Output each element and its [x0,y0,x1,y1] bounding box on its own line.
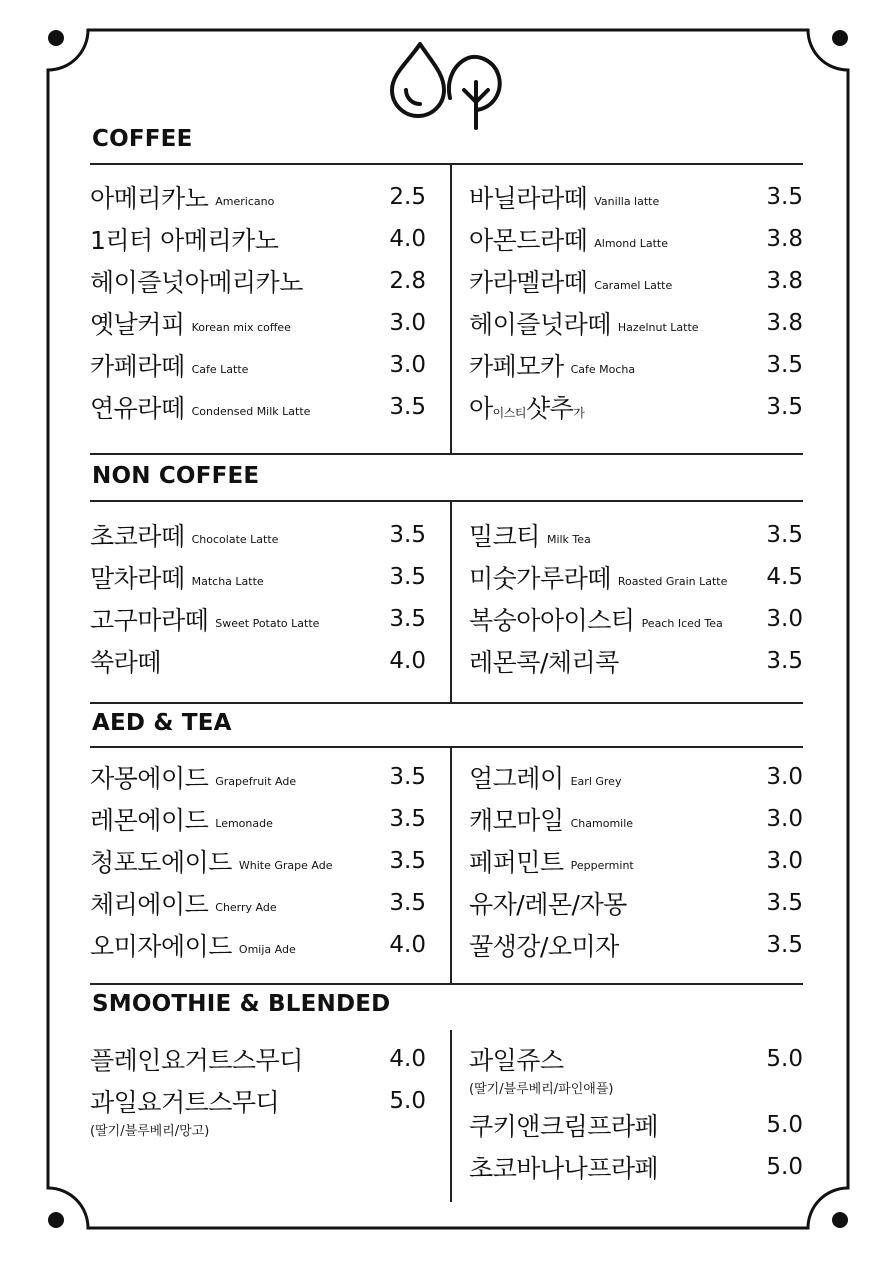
menu-item [469,302,803,344]
menu-item-name: 쿠키앤크림프라페 [469,1112,659,1141]
menu-item-price: 3.5 [766,352,803,378]
menu-item-name: 카페라떼 [90,352,185,381]
menu-item-name: 청포도에이드 [90,848,232,877]
menu-item-price: 3.8 [766,268,803,294]
menu-item-english-name: Korean mix coffee [191,320,291,334]
menu-item-english-name: Sweet Potato Latte [215,616,320,630]
menu-item [469,260,803,302]
corner-dot-bottom-right [832,1212,848,1228]
menu-item-name: 레몬콕/체리콕 [469,648,619,677]
menu-item-english-name: Peach Iced Tea [641,616,723,630]
menu-item-name: 바닐라라떼 [469,184,588,213]
menu-item-english-name: Milk Tea [546,532,591,546]
menu-item [469,598,803,640]
section-header-divider [90,500,803,502]
menu-item-name: 초코바나나프라페 [469,1154,659,1183]
menu-item [90,882,426,924]
menu-item-name: 복숭아아이스티 [469,606,635,635]
menu-item [469,640,803,682]
menu-item-price: 3.5 [389,764,426,790]
menu-item-price: 3.8 [766,310,803,336]
section-header-divider [90,163,803,165]
menu-item [90,344,426,386]
column-divider [450,165,452,453]
menu-item-name: 유자/레몬/자몽 [469,890,627,919]
menu-item-english-name: Grapefruit Ade [215,774,297,788]
menu-item [90,798,426,840]
menu-item-english-name: Chamomile [570,816,634,830]
menu-item-price: 3.0 [389,352,426,378]
section-divider [90,983,803,985]
menu-item-english-name: Condensed Milk Latte [191,404,311,418]
menu-item-name: 고구마라떼 [90,606,209,635]
menu-item-name: 꿀생강/오미자 [469,932,619,961]
menu-item-price: 3.0 [766,848,803,874]
menu-item-name: 레몬에이드 [90,806,209,835]
menu-item [90,598,426,640]
menu-item [469,798,803,840]
menu-item-english-name: Hazelnut Latte [617,320,699,334]
section-divider [90,702,803,704]
column-divider [450,748,452,983]
menu-item-price: 4.0 [389,1046,426,1072]
menu-item-price: 3.5 [766,184,803,210]
menu-item-name: 과일쥬스 [469,1046,564,1075]
section-title: COFFEE [92,126,193,152]
menu-item-price: 3.5 [389,806,426,832]
menu-item [469,756,803,798]
menu-item-name: 캐모마일 [469,806,564,835]
menu-item-name: 헤이즐넛아메리카노 [90,268,303,297]
menu-item [90,556,426,598]
menu-item-name: 카라멜라떼 [469,268,588,297]
menu-item-name: 밀크티 [469,522,540,551]
menu-item-english-name: Cafe Latte [191,362,249,376]
menu-item [90,924,426,966]
menu-item-name: 아메리카노 [90,184,209,213]
menu-item-price: 3.5 [766,522,803,548]
menu-item-name: 헤이즐넛라떼 [469,310,611,339]
menu-item-price: 4.0 [389,932,426,958]
menu-item-price: 5.0 [766,1154,803,1180]
menu-item [469,840,803,882]
menu-item-name: 자몽에이드 [90,764,209,793]
menu-item [469,1104,803,1146]
section-title: SMOOTHIE & BLENDED [92,991,391,1017]
menu-item-price: 3.0 [766,606,803,632]
menu-item-english-name: Cafe Mocha [570,362,636,376]
menu-item-price: 2.8 [389,268,426,294]
menu-item-price: 4.0 [389,226,426,252]
menu-item-english-name: Caramel Latte [594,278,673,292]
menu-item-price: 4.0 [389,648,426,674]
menu-item-price: 3.5 [389,848,426,874]
section-title: NON COFFEE [92,463,260,489]
menu-item-name: 플레인요거트스무디 [90,1046,303,1075]
menu-item-price: 3.5 [389,394,426,420]
menu-item-name: 연유라떼 [90,394,185,423]
column-divider [450,502,452,702]
menu-item-price: 3.0 [766,764,803,790]
menu-item [90,386,426,428]
menu-item [90,302,426,344]
menu-item-options: (딸기/블루베리/파인애플) [469,1082,614,1097]
menu-item-price: 3.5 [766,648,803,674]
menu-item-options: (딸기/블루베리/망고) [90,1124,210,1139]
menu-item [469,1038,803,1080]
menu-item-price: 4.5 [766,564,803,590]
menu-item-price: 3.5 [389,564,426,590]
menu-item-name: 옛날커피 [90,310,185,339]
section-header-divider [90,746,803,748]
menu-item [469,924,803,966]
menu-item-english-name: Almond Latte [594,236,669,250]
menu-item [90,640,426,682]
menu-item-price: 3.5 [389,606,426,632]
menu-item-name: 오미자에이드 [90,932,232,961]
menu-item-price: 3.0 [389,310,426,336]
menu-item-price: 3.5 [766,394,803,420]
menu-item-price: 3.5 [766,890,803,916]
menu-item-price: 5.0 [766,1046,803,1072]
menu-item [469,556,803,598]
menu-item-price: 3.0 [766,806,803,832]
menu-item-price: 5.0 [766,1112,803,1138]
menu-item [469,882,803,924]
corner-dot-top-left [48,30,64,46]
menu-item-name: 얼그레이 [469,764,564,793]
menu-item [90,840,426,882]
menu-item-price: 3.5 [766,932,803,958]
menu-item-english-name: Omija Ade [238,942,296,956]
menu-item-english-name: White Grape Ade [238,858,333,872]
menu-item-name: 페퍼민트 [469,848,564,877]
menu-item-name: 쑥라떼 [90,648,161,677]
menu-item [469,514,803,556]
corner-dot-bottom-left [48,1212,64,1228]
menu-item-name: 카페모카 [469,352,564,381]
menu-item-name: 1리터 아메리카노 [90,226,279,255]
menu-item [90,514,426,556]
menu-item-english-name: Vanilla latte [594,194,660,208]
menu-item [90,756,426,798]
section-divider [90,453,803,455]
menu-item [90,176,426,218]
menu-item-english-name: Chocolate Latte [191,532,279,546]
menu-item [469,344,803,386]
menu-item-price: 2.5 [389,184,426,210]
menu-item-english-name: Cherry Ade [215,900,277,914]
menu-item-name: 과일요거트스무디 [90,1088,280,1117]
corner-dot-top-right [832,30,848,46]
menu-item [90,1038,426,1080]
menu-item-price: 3.5 [389,890,426,916]
menu-item-english-name: Matcha Latte [191,574,264,588]
menu-item-name: 말차라떼 [90,564,185,593]
menu-item [469,1146,803,1188]
menu-item-price: 3.5 [389,522,426,548]
menu-item-price: 3.8 [766,226,803,252]
menu-item [469,386,803,428]
menu-item-english-name: Roasted Grain Latte [617,574,728,588]
menu-item-price: 5.0 [389,1088,426,1114]
menu-item-english-name: Earl Grey [570,774,622,788]
section-title: AED & TEA [92,710,232,736]
menu-item-name: 아몬드라떼 [469,226,588,255]
menu-item-name: 아이스티샷추가 [469,394,585,423]
menu-item-english-name: Americano [215,194,275,208]
menu-item [90,1080,426,1122]
menu-item-english-name: Lemonade [215,816,273,830]
menu-item-name: 미숫가루라떼 [469,564,611,593]
menu-item-name: 초코라떼 [90,522,185,551]
menu-item [469,218,803,260]
menu-item [90,260,426,302]
water-drop-and-tree-logo-icon [380,38,520,130]
column-divider [450,1030,452,1202]
menu-item [469,176,803,218]
menu-item-name: 체리에이드 [90,890,209,919]
menu-item [90,218,426,260]
menu-item-english-name: Peppermint [570,858,634,872]
